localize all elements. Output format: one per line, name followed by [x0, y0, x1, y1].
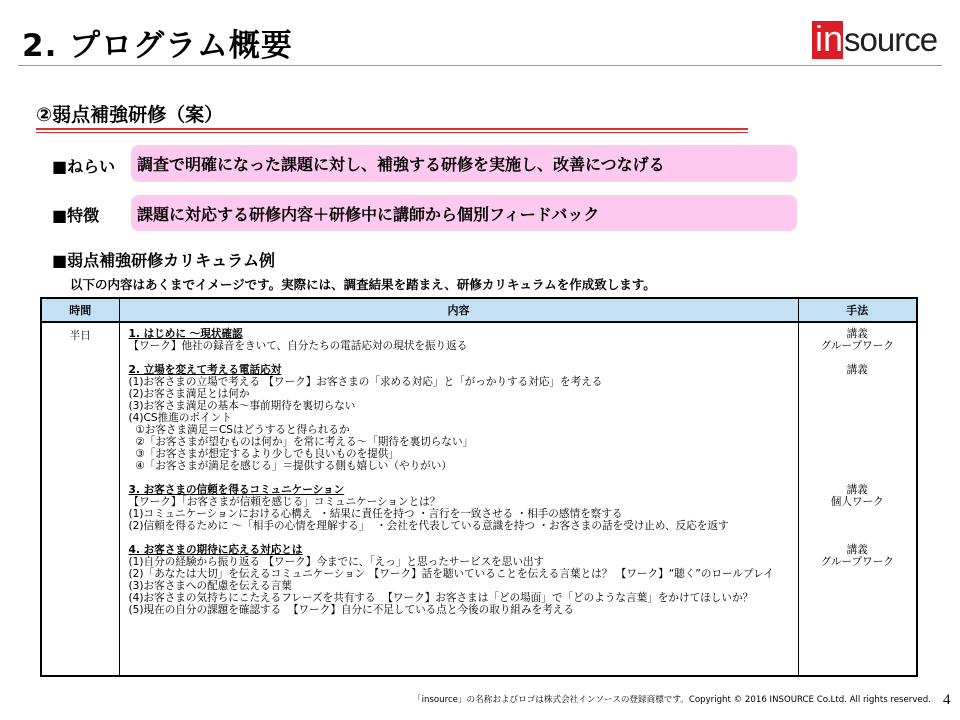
method-line	[800, 604, 916, 616]
logo-mark	[812, 18, 844, 59]
footer-copyright: 「insource」の名称およびロゴは株式会社インソースの登録商標です。Copyright © 2016 INSOURCE Co.Ltd. All rights reserved.	[413, 695, 931, 705]
content-line	[129, 532, 797, 544]
method-line	[800, 352, 916, 364]
subtitle-underline	[36, 128, 748, 130]
section-title: 1. はじめに ～現状確認	[128, 328, 243, 340]
content-cell	[119, 322, 798, 676]
header-time: 時間	[41, 298, 119, 322]
page-title: 2. プログラム概要	[22, 28, 293, 64]
curriculum-heading: ■弱点補強研修カリキュラム例	[52, 251, 275, 270]
insource-logo	[812, 18, 938, 59]
method-line	[800, 388, 916, 400]
content-line: (2)「あなたは大切」を伝えるコミュニケーション 【ワーク】話を聴いていることを伝える言葉とは？ 【ワーク】“聴く”のロールプレイ	[128, 568, 774, 580]
content-line: ①お客さま満足＝CSはどうすると得られるか	[128, 424, 350, 436]
method-line: グループワーク	[820, 556, 894, 568]
method-line: 講義	[846, 544, 868, 556]
curriculum-note: 以下の内容はあくまでイメージです。実際には、調査結果を踏まえ、研修カリキュラムを作成致します。	[70, 277, 656, 292]
content-line: (3)お客さまへの配慮を伝える言葉	[128, 580, 292, 592]
method-line	[800, 592, 916, 604]
method-line: 講義	[846, 328, 868, 340]
content-line: (3)お客さま満足の基本～事前期待を裏切らない	[128, 400, 356, 412]
page-number: 4	[943, 692, 951, 708]
method-line: 個人ワーク	[830, 496, 884, 508]
feature-label: ■特徴	[52, 206, 100, 225]
method-line	[800, 376, 916, 388]
method-line	[800, 520, 916, 532]
time-cell: 半日	[41, 322, 119, 676]
section-title: 3. お客さまの信頼を得るコミュニケーション	[128, 484, 345, 496]
content-line: (4)CS推進のポイント	[128, 412, 232, 424]
header-content: 内容	[119, 298, 798, 322]
method-line: 講義	[846, 364, 868, 376]
method-line	[800, 448, 916, 460]
method-line	[800, 412, 916, 424]
method-line: 講義	[846, 484, 868, 496]
content-line: (1)自分の経験から振り返る 【ワーク】今までに、「えっ」と思ったサービスを思い出す	[128, 556, 545, 568]
content-line	[129, 352, 797, 364]
aim-box	[131, 145, 797, 182]
content-line: ②「お客さまが望むものは何か」を常に考える～「期待を裏切らない」	[128, 436, 474, 448]
title-divider	[18, 65, 942, 66]
section-title: 4. お客さまの期待に応える対応とは	[128, 544, 303, 556]
aim-label: ■ねらい	[52, 157, 116, 176]
content-line: (2)信頼を得るために ～「相手の心情を理解する」 ・会社を代表している意識を持つ ・お客さまの話を受け止め、反応を返す	[128, 520, 729, 532]
header-method: 手法	[798, 298, 917, 322]
content-line: (2)お客さま満足とは何か	[128, 388, 250, 400]
curriculum-table	[40, 297, 918, 677]
content-line: ④「お客さまが満足を感じる」＝提供する側も嬉しい（やりがい）	[128, 460, 452, 472]
content-line: 【ワーク】「お客さまが信頼を感じる」コミュニケーションとは？	[128, 496, 441, 508]
content-line: (1)コミュニケーションにおける心構え ・結果に責任を持つ ・言行を一致させる ・相手の感情を察する	[128, 508, 623, 520]
section-title: 2. 立場を変えて考える電話応対	[128, 364, 282, 376]
content-line: ③「お客さまが想定するより少しでも良いものを提供」	[128, 448, 399, 460]
method-line	[800, 436, 916, 448]
method-line	[800, 472, 916, 484]
method-line	[800, 460, 916, 472]
method-line	[800, 508, 916, 520]
content-line: 【ワーク】他社の録音をきいて、自分たちの電話応対の現状を振り返る	[128, 340, 468, 352]
table-header-row	[41, 298, 917, 322]
feature-box	[131, 195, 797, 231]
method-line: グループワーク	[820, 340, 894, 352]
content-line: (5)現在の自分の課題を確認する 【ワーク】自分に不足している点と今後の取り組みを考える	[128, 604, 574, 616]
section-subtitle: ②弱点補強研修（案）	[36, 104, 224, 126]
method-line	[800, 424, 916, 436]
method-line	[800, 580, 916, 592]
table-row	[41, 322, 917, 676]
logo-wordmark: source	[844, 21, 938, 58]
method-line	[800, 400, 916, 412]
content-line: (1)お客さまの立場で考える 【ワーク】お客さまの「求める対応」と「がっかりする対応」を考える	[128, 376, 603, 388]
content-line: (4)お客さまの気持ちにこたえるフレーズを共有する 【ワーク】お客さまは「どの場面」で「どのような言葉」をかけてほしいか？	[128, 592, 754, 604]
feature-text: 課題に対応する研修内容＋研修中に講師から個別フィードバック	[137, 204, 600, 224]
aim-text: 調査で明確になった課題に対し、補強する研修を実施し、改善につなげる	[137, 155, 665, 174]
logo-mark-text: in	[815, 18, 844, 59]
method-line	[800, 568, 916, 580]
subtitle-underline-thin	[36, 132, 748, 133]
method-cell	[798, 322, 917, 676]
method-line	[800, 532, 916, 544]
content-line	[129, 472, 797, 484]
